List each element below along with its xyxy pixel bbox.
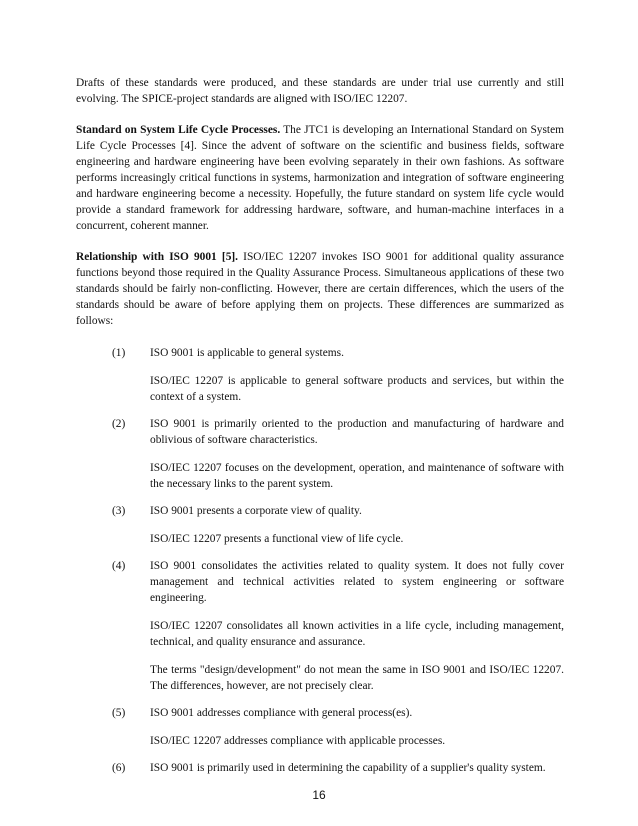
list-item-number: (4)	[112, 560, 126, 572]
page-number: 16	[312, 788, 326, 802]
list-item-text: ISO/IEC 12207 addresses compliance with applicable processes.	[150, 735, 446, 747]
list-item-text: ISO 9001 is primarily oriented to the production and manufacturing of hardware and oblivious of software characteristics.	[150, 418, 564, 446]
list-item-text: ISO/IEC 12207 is applicable to general software products and services, but within the context of a system.	[150, 375, 564, 403]
paragraph-iso-9001-relationship	[76, 249, 564, 329]
page-body	[76, 75, 564, 787]
paragraph-lead: Relationship with ISO 9001 [5].	[76, 251, 239, 263]
list-item-text: ISO/IEC 12207 presents a functional view of life cycle.	[150, 533, 404, 545]
list-item-1	[76, 345, 564, 405]
list-item-number: (6)	[112, 762, 126, 774]
list-item-number: (3)	[112, 505, 126, 517]
paragraph-text: The JTC1 is developing an International Standard on System Life Cycle Processes [4]. Since the advent of software on the scientific and business fields, software engineering and hardware engineering have been evolving separately in their own fashions. As software performs increasingly critical functions in systems, harmonization and integration of software engineering and hardware engineering become a necessity. Hopefully, the future standard on system life cycle would provide a standard framework for addressing hardware, software, and human-machine interfaces in a concurrent, coherent manner.	[76, 124, 564, 232]
list-item-number: (1)	[112, 347, 126, 359]
list-item-5	[76, 705, 564, 749]
list-item-text: ISO 9001 presents a corporate view of quality.	[150, 505, 362, 517]
list-item-2	[76, 416, 564, 492]
paragraph-text: ISO/IEC 12207 invokes ISO 9001 for additional quality assurance functions beyond those required in the Quality Assurance Process. Simultaneous applications of these two standards should be fairly non-conflicting. However, there are certain differences, which the users of the standards should be aware of before applying them on projects. These differences are summarized as follows:	[76, 251, 564, 327]
list-item-3	[76, 503, 564, 547]
paragraph-lead: Standard on System Life Cycle Processes.	[76, 124, 281, 136]
list-item-text: ISO 9001 consolidates the activities related to quality system. It does not fully cover management and technical activities related to system engineering or software engineering.	[150, 560, 564, 604]
list-item-text: ISO 9001 is primarily used in determining the capability of a supplier's quality system.	[150, 762, 546, 774]
list-item-number: (2)	[112, 418, 126, 430]
list-item-text: ISO/IEC 12207 consolidates all known activities in a life cycle, including management, technical, and quality ensurance and assurance.	[150, 620, 564, 648]
list-item-text: ISO 9001 is applicable to general systems.	[150, 347, 344, 359]
list-item-4	[76, 558, 564, 694]
paragraph-text: Drafts of these standards were produced, and these standards are under trial use currently and still evolving. The SPICE-project standards are aligned with ISO/IEC 12207.	[76, 77, 564, 105]
list-item-text: The terms "design/development" do not mean the same in ISO 9001 and ISO/IEC 12207. The differences, however, are not precisely clear.	[150, 664, 564, 692]
list-item-text: ISO/IEC 12207 focuses on the development, operation, and maintenance of software with the necessary links to the parent system.	[150, 462, 564, 490]
list-item-text: ISO 9001 addresses compliance with general process(es).	[150, 707, 413, 719]
list-item-6	[76, 760, 564, 776]
paragraph-system-life-cycle	[76, 122, 564, 234]
list-item-number: (5)	[112, 707, 126, 719]
paragraph-drafts	[76, 75, 564, 107]
